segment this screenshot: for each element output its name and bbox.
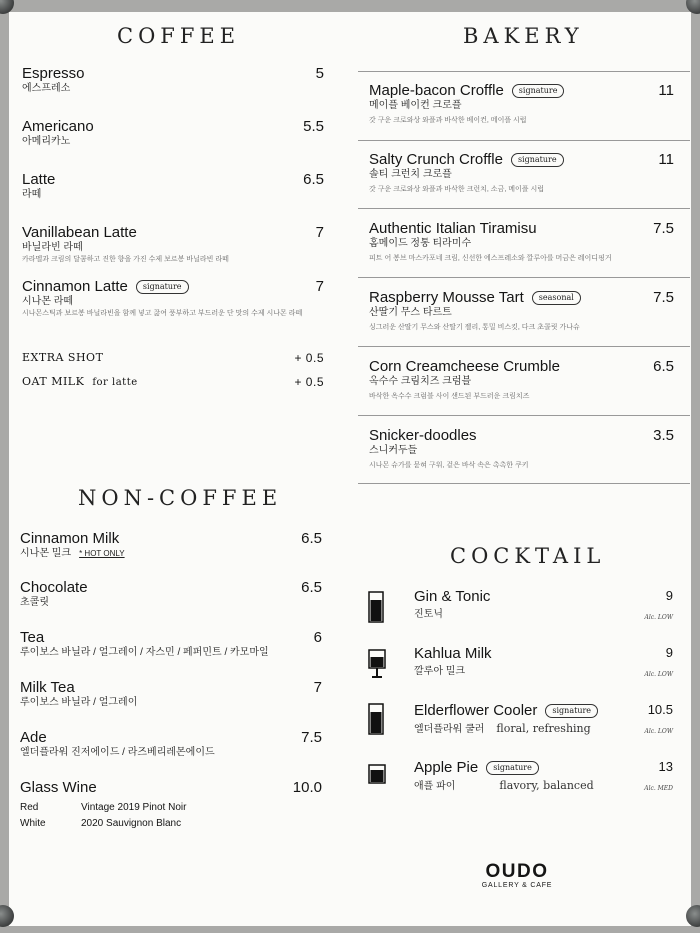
item-name: Kahlua Milk <box>414 645 492 662</box>
item-name-text: Apple Pie <box>414 759 479 776</box>
menu-item <box>369 427 674 471</box>
item-korean-name <box>414 722 673 736</box>
item-price: 6.5 <box>653 358 674 375</box>
item-description: 시나몬스틱과 보르봉 바닐라빈을 함께 넣고 끓여 풍부하고 부드러운 단 맛의 수제 시나몬 라떼 <box>22 310 303 317</box>
bakery-section <box>358 20 690 490</box>
item-price: 10.5 <box>647 702 673 717</box>
item-price: 7 <box>313 679 322 696</box>
item-name <box>22 278 324 295</box>
item-name: Vanillabean Latte <box>22 224 137 241</box>
item-price: 13 <box>658 759 673 774</box>
wine-value: 2020 Sauvignon Blanc <box>81 818 182 829</box>
alcohol-level: Alc. LOW <box>644 728 673 735</box>
cocktail-item <box>368 702 673 736</box>
item-korean-name: 루이보스 바닐라 / 얼그레이 <box>20 697 138 708</box>
item-name <box>369 151 674 168</box>
wine-value: Vintage 2019 Pinot Noir <box>81 802 187 813</box>
divider <box>358 140 690 141</box>
item-description: 갓 구운 크로와상 와플과 바삭한 크런치, 소금, 메이플 시럽 <box>369 186 544 193</box>
extra-item <box>22 351 324 364</box>
flavor-note: floral, refreshing <box>496 722 591 735</box>
menu-item <box>369 289 674 333</box>
alcohol-level: Alc. MED <box>644 785 673 792</box>
cocktail-section <box>368 540 673 810</box>
divider <box>358 346 690 347</box>
highball-glass-icon <box>368 703 384 735</box>
menu-item <box>369 151 674 195</box>
menu-item <box>20 679 322 709</box>
item-name <box>414 702 673 719</box>
signature-badge: signature <box>511 153 564 167</box>
item-name-text: Salty Crunch Croffle <box>369 151 503 168</box>
alcohol-level: Alc. LOW <box>644 671 673 678</box>
item-korean-name: 루이보스 바닐라 / 얼그레이 / 자스민 / 페퍼민트 / 카모마일 <box>20 647 269 658</box>
rocks-glass-icon <box>368 764 386 784</box>
item-price: 7 <box>315 224 324 241</box>
signature-badge: signature <box>512 84 565 98</box>
item-name-text: Cinnamon Latte <box>22 278 128 295</box>
item-name: Milk Tea <box>20 679 75 696</box>
item-korean-name: 스니커두들 <box>369 445 418 456</box>
wine-item <box>20 779 322 832</box>
item-name <box>369 289 674 306</box>
item-description: 바삭한 옥수수 크럼블 사이 샌드된 부드러운 크림치즈 <box>369 393 530 400</box>
item-name-text: Raspberry Mousse Tart <box>369 289 524 306</box>
divider <box>358 277 690 278</box>
item-korean-name: 진토닉 <box>414 609 443 620</box>
brand-name: OUDO <box>485 861 549 882</box>
signature-badge: signature <box>545 704 598 718</box>
item-price: 5.5 <box>303 118 324 135</box>
wine-label: Red <box>20 802 39 813</box>
item-korean-text: 애플 파이 <box>414 781 456 792</box>
item-korean-name: 엘더플라워 진저에이드 / 라즈베리레몬에이드 <box>20 747 215 758</box>
item-price: 9 <box>665 645 673 660</box>
item-korean-name: 에스프레소 <box>22 83 71 94</box>
hot-only-tag: * HOT ONLY <box>79 549 125 558</box>
item-price: 7.5 <box>653 220 674 237</box>
cocktail-item <box>368 645 673 678</box>
divider <box>358 208 690 209</box>
item-name-text: Maple-bacon Croffle <box>369 82 504 99</box>
item-name: Snicker-doodles <box>369 427 477 444</box>
item-korean-name: 시나몬 라떼 <box>22 296 74 307</box>
extra-note: for latte <box>92 377 138 388</box>
item-description: 카라멜과 크림의 달콤하고 진한 향을 가진 수제 보르봉 바닐라빈 라떼 <box>22 256 229 263</box>
menu-item <box>22 224 324 265</box>
signature-badge: signature <box>486 761 539 775</box>
item-price: 6.5 <box>303 171 324 188</box>
menu-item <box>369 358 674 402</box>
brand-subtitle: GALLERY & CAFE <box>481 882 553 889</box>
item-description: 시나몬 슈가를 묻혀 구워, 겉은 바삭 속은 촉촉한 쿠키 <box>369 462 529 469</box>
menu-item <box>20 579 322 609</box>
item-korean-name: 초콜릿 <box>20 597 49 608</box>
item-name <box>414 759 673 776</box>
item-name: Corn Creamcheese Crumble <box>369 358 560 375</box>
coffee-heading: COFFEE <box>117 24 241 48</box>
menu-item <box>20 729 322 759</box>
item-price: 10.0 <box>292 779 322 796</box>
item-price: 5 <box>315 65 324 82</box>
item-name <box>369 82 674 99</box>
menu-item <box>369 220 674 264</box>
item-price: 7 <box>315 278 324 295</box>
item-korean-name: 깔루아 밀크 <box>414 666 466 677</box>
menu-item <box>22 65 324 95</box>
flavor-note: flavory, balanced <box>499 779 594 792</box>
item-korean-name: 바닐라빈 라떼 <box>22 242 83 253</box>
item-name-text: Elderflower Cooler <box>414 702 538 719</box>
menu-item <box>22 118 324 148</box>
cocktail-item <box>368 759 673 793</box>
item-price: 11 <box>658 82 674 99</box>
item-name: Americano <box>22 118 94 135</box>
rocks-glass-icon <box>368 649 386 679</box>
item-korean-name <box>20 547 322 560</box>
item-name: Chocolate <box>20 579 88 596</box>
extra-name: OAT MILK <box>22 375 85 388</box>
item-korean-text: 엘더플라워 쿨러 <box>414 724 485 735</box>
wine-row <box>20 816 322 832</box>
item-name: Cinnamon Milk <box>20 530 120 547</box>
item-price: 7.5 <box>653 289 674 306</box>
item-price: 6 <box>313 629 322 646</box>
menu-item <box>22 171 324 201</box>
divider <box>358 483 690 484</box>
seasonal-badge: seasonal <box>532 291 581 305</box>
item-name: Glass Wine <box>20 779 97 796</box>
item-korean-name: 솔티 크런치 크로플 <box>369 169 452 180</box>
item-price: 7.5 <box>301 729 322 746</box>
menu-item <box>369 82 674 126</box>
item-price: 6.5 <box>301 579 322 596</box>
item-korean-name: 홈메이드 정통 티라미수 <box>369 238 472 249</box>
divider <box>358 71 690 72</box>
cocktail-heading: COCKTAIL <box>450 544 606 568</box>
menu-item <box>20 530 322 560</box>
menu-item <box>20 629 322 659</box>
item-korean-text: 시나몬 밀크 <box>20 548 72 559</box>
item-name: Authentic Italian Tiramisu <box>369 220 537 237</box>
item-price: 11 <box>658 151 674 168</box>
item-korean-name <box>414 779 673 793</box>
non-coffee-section <box>20 482 322 842</box>
item-price: 6.5 <box>301 530 322 547</box>
item-korean-name: 아메리카노 <box>22 136 71 147</box>
item-name: Gin & Tonic <box>414 588 491 605</box>
wine-label: White <box>20 818 46 829</box>
item-korean-name: 메이플 베이컨 크로플 <box>369 100 462 111</box>
cocktail-item <box>368 588 673 621</box>
highball-glass-icon <box>368 591 384 623</box>
item-korean-name: 라떼 <box>22 189 42 200</box>
extra-price: + 0.5 <box>294 375 324 389</box>
wine-row <box>20 800 322 816</box>
item-name: Latte <box>22 171 56 188</box>
brand-logo <box>470 862 564 889</box>
extra-price: + 0.5 <box>294 351 324 365</box>
item-description: 피트 어 봉브 마스카포네 크림, 신선한 에스프레소와 깔루아를 머금은 레이디핑거 <box>369 255 612 262</box>
extra-name: EXTRA SHOT <box>22 351 104 364</box>
item-price: 3.5 <box>653 427 674 444</box>
bakery-heading: BAKERY <box>463 24 584 48</box>
extra-item <box>22 375 324 388</box>
alcohol-level: Alc. LOW <box>644 614 673 621</box>
item-name: Ade <box>20 729 47 746</box>
item-korean-name: 산딸기 무스 타르트 <box>369 307 452 318</box>
item-price: 9 <box>665 588 673 603</box>
item-name: Espresso <box>22 65 85 82</box>
non-coffee-heading: NON-COFFEE <box>78 486 283 510</box>
item-description: 갓 구운 크로와상 와플과 바삭한 베이컨, 메이플 시럽 <box>369 117 527 124</box>
item-korean-name: 옥수수 크림치즈 크럼블 <box>369 376 472 387</box>
item-name: Tea <box>20 629 45 646</box>
menu-item <box>22 278 324 319</box>
item-description: 싱그러운 산딸기 무스와 산딸기 젤리, 통밀 비스킷, 다크 초콜릿 가나슈 <box>369 324 580 331</box>
signature-badge: signature <box>136 280 189 294</box>
divider <box>358 415 690 416</box>
coffee-section <box>22 20 324 400</box>
